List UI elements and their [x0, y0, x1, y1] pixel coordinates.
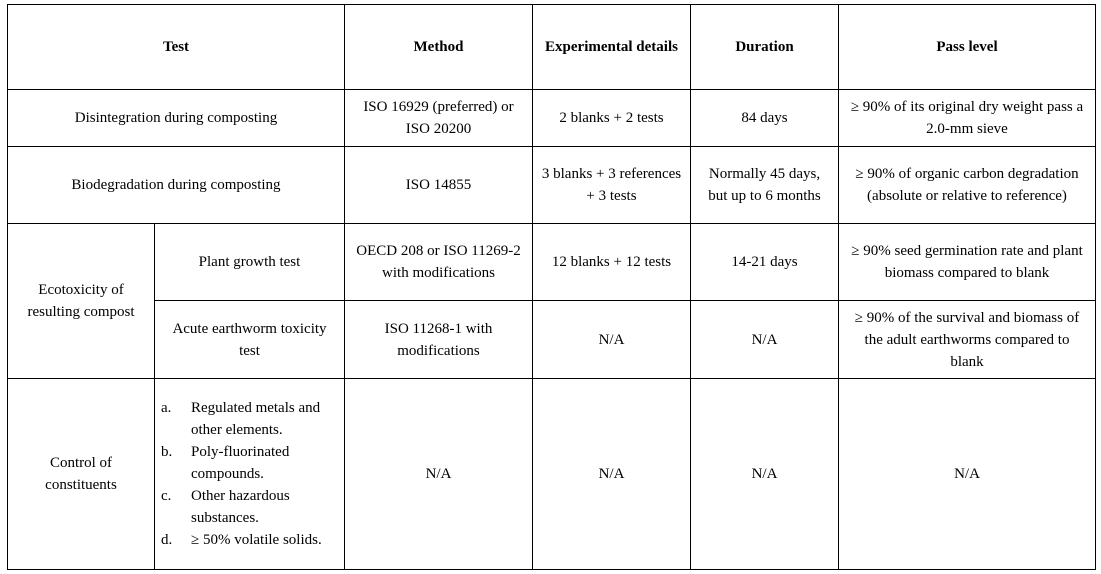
header-pass-level: Pass level: [839, 5, 1096, 90]
cell-test: Biodegradation during composting: [8, 147, 345, 224]
compostability-test-table: [7, 4, 1096, 570]
header-row: [8, 5, 1096, 90]
cell-method: ISO 11268-1 with modifications: [345, 301, 533, 379]
list-item-text: Poly-fluorinated compounds.: [191, 444, 290, 482]
cell-pass-level: N/A: [839, 379, 1096, 570]
list-item-text: Regulated metals and other elements.: [191, 400, 321, 438]
cell-method: ISO 16929 (preferred) or ISO 20200: [345, 90, 533, 147]
list-item: [159, 529, 340, 551]
cell-method: OECD 208 or ISO 11269-2 with modifications: [345, 224, 533, 301]
cell-pass-level: ≥ 90% of its original dry weight pass a 2.0-mm sieve: [839, 90, 1096, 147]
cell-duration: 84 days: [691, 90, 839, 147]
header-method: Method: [345, 5, 533, 90]
header-test: Test: [8, 5, 345, 90]
list-marker: c.: [161, 488, 172, 504]
list-item-text: ≥ 50% volatile solids.: [191, 532, 322, 548]
list-marker: b.: [161, 444, 173, 460]
list-marker: a.: [161, 400, 172, 416]
cell-details: 12 blanks + 12 tests: [533, 224, 691, 301]
cell-duration: N/A: [691, 301, 839, 379]
constituents-list: [159, 397, 340, 551]
table-row-constituents: [8, 379, 1096, 570]
cell-details: 2 blanks + 2 tests: [533, 90, 691, 147]
cell-subtest: Plant growth test: [155, 224, 345, 301]
list-item: [159, 441, 340, 485]
cell-pass-level: ≥ 90% seed germination rate and plant biomass compared to blank: [839, 224, 1096, 301]
header-duration: Duration: [691, 5, 839, 90]
cell-details: N/A: [533, 301, 691, 379]
list-item-text: Other hazardous substances.: [191, 488, 290, 526]
table-row-earthworm: [8, 301, 1096, 379]
header-experimental-details: Experimental details: [533, 5, 691, 90]
cell-details: 3 blanks + 3 references + 3 tests: [533, 147, 691, 224]
cell-subtest: Acute earthworm toxicity test: [155, 301, 345, 379]
list-item: [159, 485, 340, 529]
cell-constituents-group: Control of constituents: [8, 379, 155, 570]
list-item: [159, 397, 340, 441]
cell-test: Disintegration during composting: [8, 90, 345, 147]
cell-duration: Normally 45 days, but up to 6 months: [691, 147, 839, 224]
cell-details: N/A: [533, 379, 691, 570]
cell-pass-level: ≥ 90% of the survival and biomass of the adult earthworms compared to blank: [839, 301, 1096, 379]
table-row-disintegration: [8, 90, 1096, 147]
table-row-plant-growth: [8, 224, 1096, 301]
cell-method: ISO 14855: [345, 147, 533, 224]
cell-constituents-list: [155, 379, 345, 570]
cell-ecotoxicity-group: Ecotoxicity of resulting compost: [8, 224, 155, 379]
cell-duration: 14-21 days: [691, 224, 839, 301]
table-row-biodegradation: [8, 147, 1096, 224]
cell-method: N/A: [345, 379, 533, 570]
cell-pass-level: ≥ 90% of organic carbon degradation (absolute or relative to reference): [839, 147, 1096, 224]
list-marker: d.: [161, 532, 173, 548]
cell-duration: N/A: [691, 379, 839, 570]
